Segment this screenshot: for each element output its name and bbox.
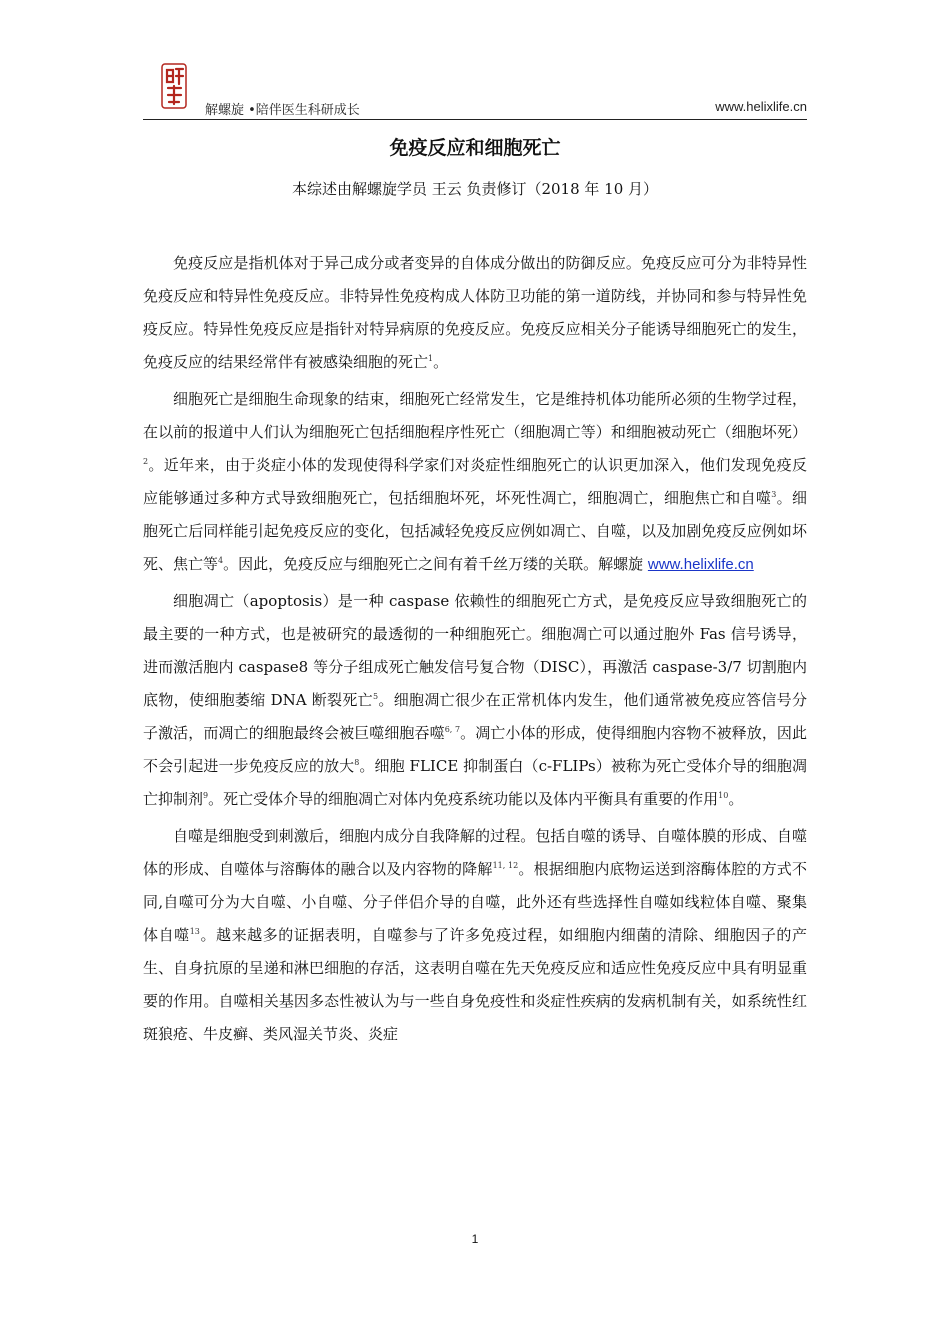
citation-ref: 1	[428, 354, 434, 363]
paragraph-text: 。近年来，由于炎症小体的发现使得科学家们对炎症性细胞死亡的认识更加深入，他们发现免疫反应能够通过多种方式导致细胞死亡，包括细胞坏死，坏死性凋亡，细胞凋亡，细胞焦亡和自噬	[143, 456, 807, 507]
citation-ref: 8	[354, 758, 360, 767]
citation-ref: 5	[372, 692, 379, 701]
header-website: www.helixlife.cn	[715, 99, 807, 114]
paragraph-text: 。越来越多的证据表明，自噬参与了许多免疫过程，如细胞内细菌的清除、细胞因子的产生、自身抗原的呈递和淋巴细胞的存活，这表明自噬在先天免疫反应和适应性免疫反应中具有明显重要的作用。自噬相关基因多态性被认为与一些自身免疫性和炎症性疾病的发病机制有关，如系统性红斑狼疮、牛皮癣、类风湿关节炎、炎症	[143, 926, 807, 1043]
page-header	[143, 62, 807, 118]
document-subtitle: 本综述由解螺旋学员 王云 负责修订（2018 年 10 月）	[291, 180, 659, 198]
paragraph-apoptosis	[143, 585, 807, 816]
document-title: 免疫反应和细胞死亡	[389, 137, 561, 159]
paragraph-immune-response	[143, 247, 807, 379]
paragraph-text: 。死亡受体介导的细胞凋亡对体内免疫系统功能以及体内平衡具有重要的作用	[208, 790, 719, 808]
paragraph-autophagy	[143, 820, 807, 1051]
header-divider	[143, 119, 807, 120]
paragraph-text: 。细胞 FLICE 抑制蛋白（c-FLIPs）被称为死亡受体介导的细胞凋亡抑制剂	[143, 757, 807, 808]
paragraph-text: 自噬是细胞受到刺激后，细胞内成分自我降解的过程。包括自噬的诱导、自噬体膜的形成、自噬体的形成、自噬体与溶酶体的融合以及内容物的降解	[143, 827, 807, 878]
document-body	[143, 247, 807, 1055]
citation-ref: 13	[189, 927, 200, 936]
citation-ref: 11, 12	[492, 861, 519, 870]
header-slogan: 解螺旋 •陪伴医生科研成长	[205, 103, 360, 118]
page-number: 1	[471, 1232, 479, 1246]
citation-ref: 2	[143, 457, 149, 466]
paragraph-text: 免疫反应是指机体对于异己成分或者变异的自体成分做出的防御反应。免疫反应可分为非特异性免疫反应和特异性免疫反应。非特异性免疫构成人体防卫功能的第一道防线，并协同和参与特异性免疫反应。特异性免疫反应是指针对特异病原的免疫反应。免疫反应相关分子能诱导细胞死亡的发生，免疫反应的结果经常伴有被感染细胞的死亡	[143, 254, 807, 371]
citation-ref: 10	[718, 791, 729, 800]
citation-ref: 3	[771, 490, 777, 499]
website-link[interactable]: www.helixlife.cn	[647, 556, 754, 573]
paragraph-text: 。细胞凋亡很少在正常机体内发生，他们通常被免疫应答信号分子激活，而凋亡的细胞最终会被巨噬细胞吞噬	[143, 691, 807, 742]
paragraph-text: 。	[433, 353, 449, 371]
citation-ref: 9	[203, 791, 209, 800]
paragraph-text: 。	[728, 790, 744, 808]
citation-ref: 6, 7	[444, 725, 461, 734]
paragraph-text: 细胞凋亡（apoptosis）是一种 caspase 依赖性的细胞死亡方式，是免疫反应导致细胞死亡的最主要的一种方式，也是被研究的最透彻的一种细胞死亡。细胞凋亡可以通过胞外 Fas 信号诱导，进而激活胞内 caspase8 等分子组成死亡触发信号复合物（DISC），再激活 caspase-3/7 切割胞内底物，使细胞萎缩 DNA 断裂死亡	[143, 592, 807, 709]
paragraph-text: 。根据细胞内底物运送到溶酶体腔的方式不同,自噬可分为大自噬、小自噬、分子伴侣介导的自噬，此外还有些选择性自噬如线粒体自噬、聚集体自噬	[143, 860, 807, 944]
logo-seal-icon	[159, 62, 189, 110]
paragraph-text: 细胞死亡是细胞生命现象的结束，细胞死亡经常发生，它是维持机体功能所必须的生物学过程，在以前的报道中人们认为细胞死亡包括细胞程序性死亡（细胞凋亡等）和细胞被动死亡（细胞坏死）	[143, 390, 807, 441]
paragraph-text: 。因此，免疫反应与细胞死亡之间有着千丝万缕的关联。解螺旋	[223, 555, 648, 573]
citation-ref: 4	[218, 556, 224, 565]
paragraph-text: 。凋亡小体的形成，使得细胞内容物不被释放，因此不会引起进一步免疫反应的放大	[143, 724, 807, 775]
paragraph-cell-death	[143, 383, 807, 581]
paragraph-text: 。细胞死亡后同样能引起免疫反应的变化，包括减轻免疫反应例如凋亡、自噬，以及加剧免疫反应例如坏死、焦亡等	[143, 489, 807, 573]
